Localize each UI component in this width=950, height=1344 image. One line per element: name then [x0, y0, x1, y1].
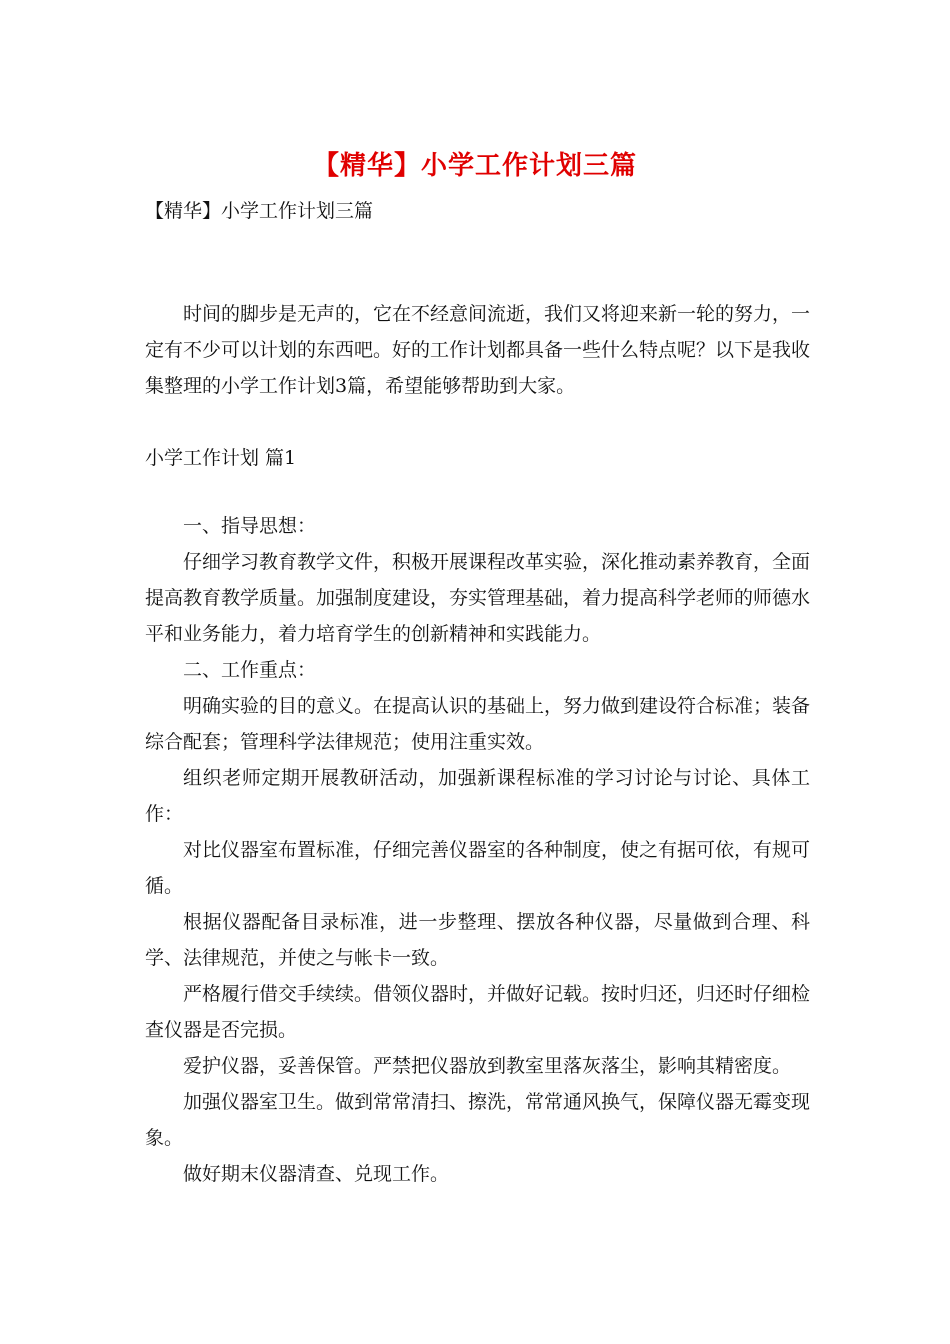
paragraph: 根据仪器配备目录标准，进一步整理、摆放各种仪器，尽量做到合理、科学、法律规范，并使之与帐卡一致。 [145, 911, 810, 969]
heading-work-focus: 二、工作重点： [183, 659, 317, 681]
paragraph: 严格履行借交手续续。借领仪器时，并做好记载。按时归还，归还时仔细检查仪器是否完损。 [145, 983, 811, 1041]
paragraph: 做好期末仪器清查、兑现工作。 [183, 1163, 450, 1185]
section-heading: 小学工作计划 篇1 [145, 447, 297, 469]
paragraph: 对比仪器室布置标准，仔细完善仪器室的各种制度，使之有据可依，有规可循。 [145, 839, 811, 897]
paragraph: 组织老师定期开展教研活动，加强新课程标准的学习讨论与讨论、具体工作： [145, 767, 810, 825]
section-body [145, 508, 810, 1192]
document-title: 【精华】小学工作计划三篇 [312, 151, 637, 181]
document-subtitle: 【精华】小学工作计划三篇 [145, 200, 374, 222]
paragraph: 仔细学习教育教学文件，积极开展课程改革实验，深化推动素养教育，全面提高教育教学质量。加强制度建设，夯实管理基础，着力提高科学老师的师德水平和业务能力，着力培育学生的创新精神和实践能力。 [145, 551, 811, 645]
paragraph: 爱护仪器，妥善保管。严禁把仪器放到教室里落灰落尘，影响其精密度。 [183, 1055, 792, 1077]
intro-paragraph: 时间的脚步是无声的，它在不经意间流逝，我们又将迎来新一轮的努力，一定有不少可以计划的东西吧。好的工作计划都具备一些什么特点呢？以下是我收集整理的小学工作计划3篇，希望能够帮助到大家。 [145, 303, 811, 397]
intro-block [145, 296, 810, 404]
paragraph: 明确实验的目的意义。在提高认识的基础上，努力做到建设符合标准；装备综合配套；管理科学法律规范；使用注重实效。 [145, 695, 811, 753]
heading-guiding-thought: 一、指导思想： [183, 515, 317, 537]
paragraph: 加强仪器室卫生。做到常常清扫、擦洗，常常通风换气，保障仪器无霉变现象。 [145, 1091, 811, 1149]
